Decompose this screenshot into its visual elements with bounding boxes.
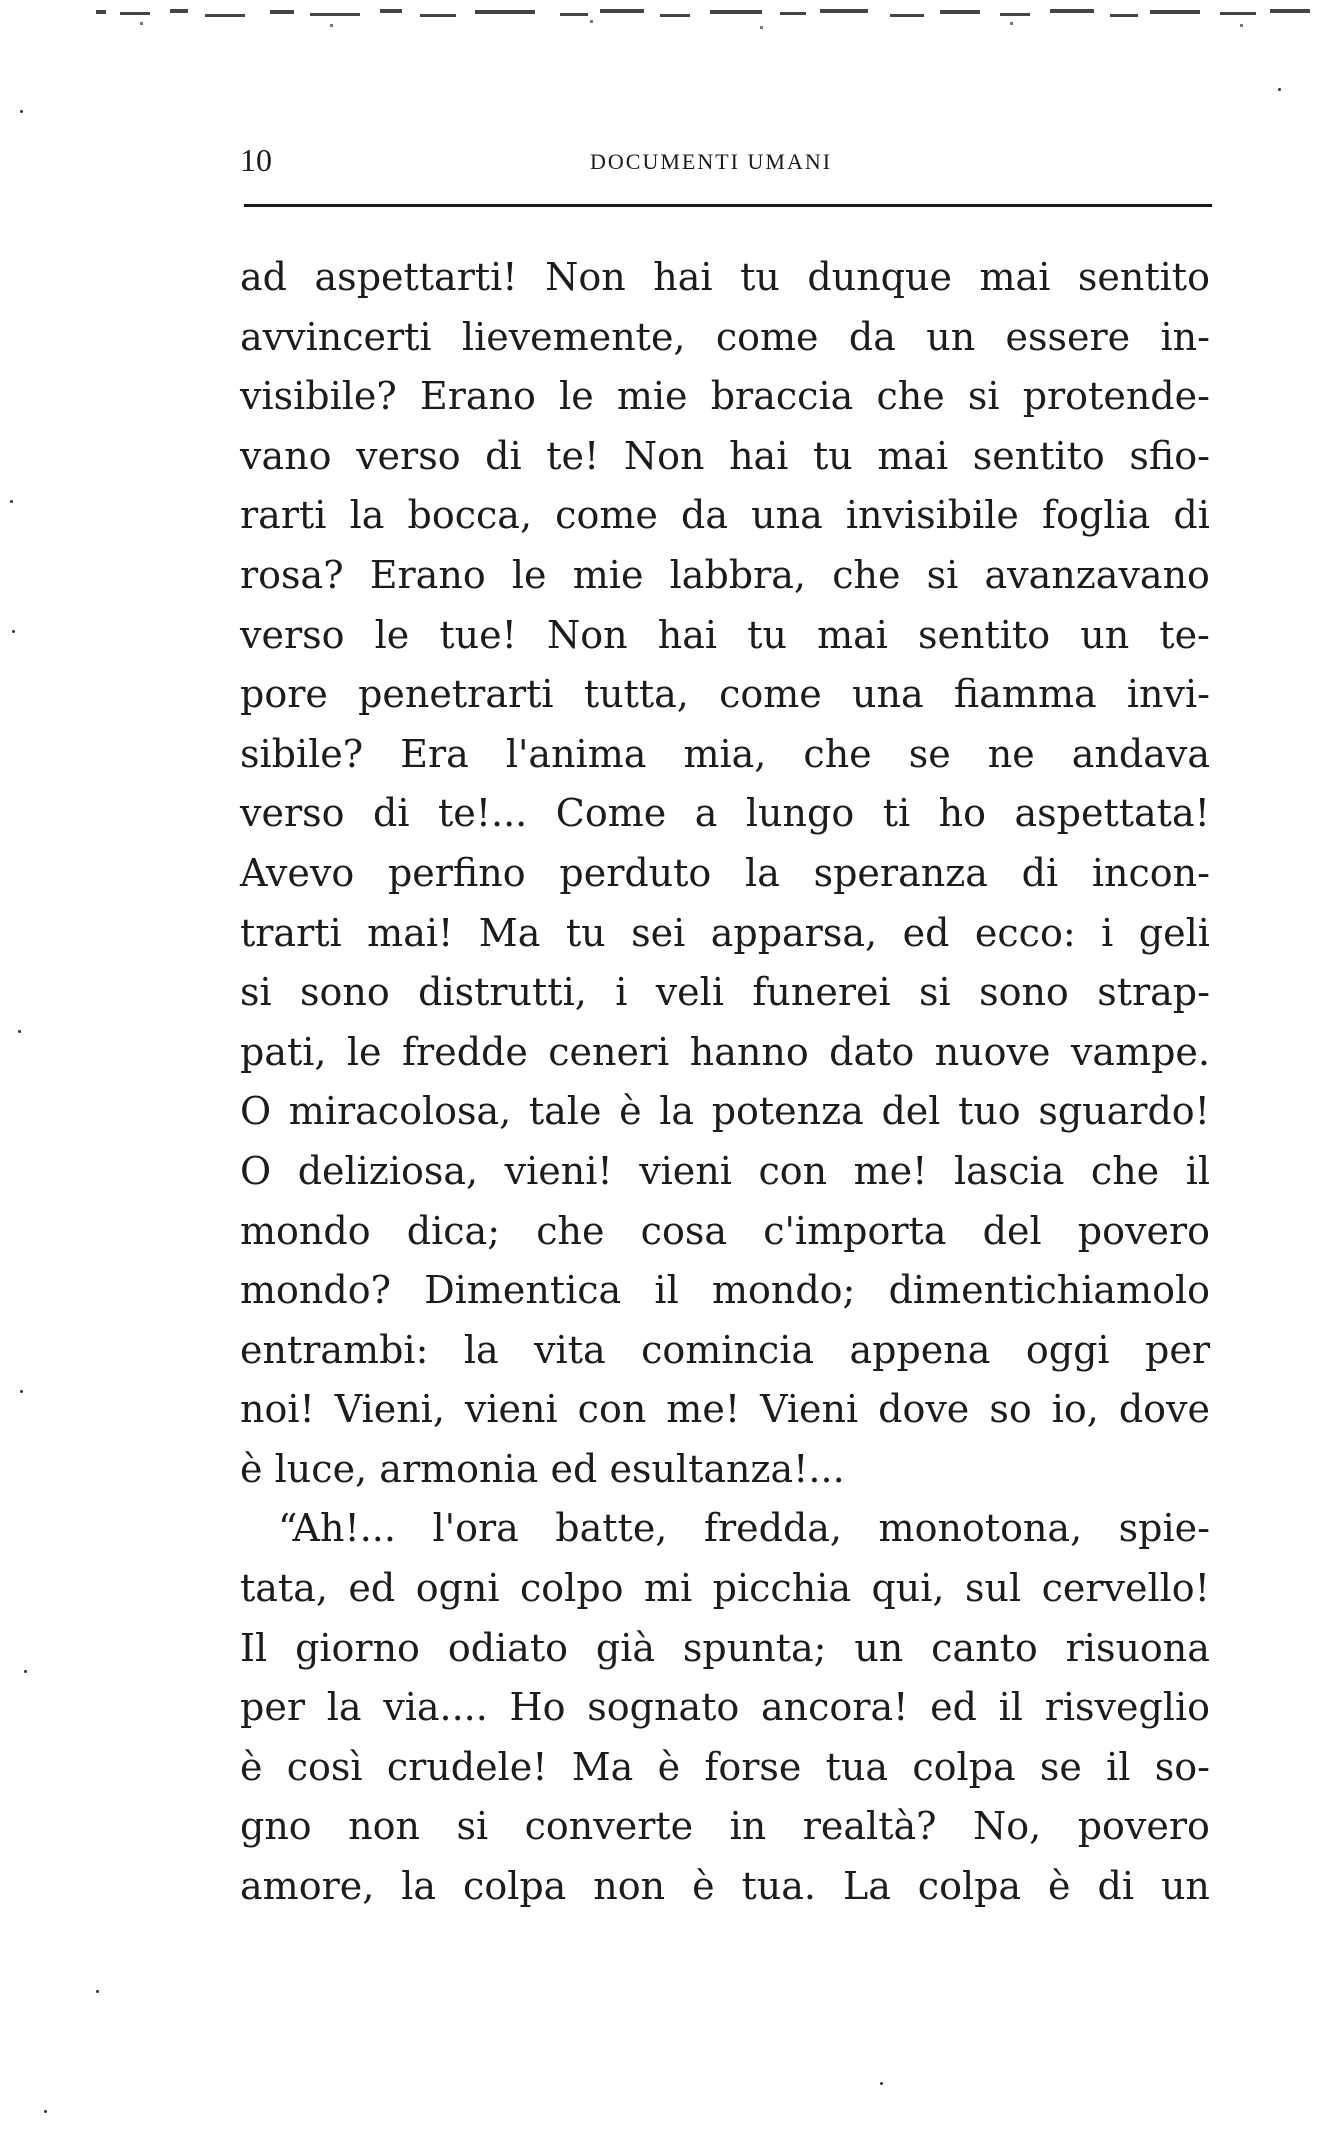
word: tua <box>825 1744 889 1789</box>
word: luce, <box>274 1446 368 1491</box>
scan-speck <box>20 110 23 113</box>
word: hanno <box>689 1029 809 1074</box>
word: si <box>967 374 1000 419</box>
body-text <box>240 248 1210 1917</box>
word: aspettata! <box>1014 791 1210 836</box>
word: Ma <box>571 1744 634 1789</box>
word: ceneri <box>548 1029 670 1074</box>
word: sfio- <box>1129 433 1210 478</box>
word: la <box>463 1327 499 1372</box>
text-line <box>240 1023 1210 1083</box>
word: ed <box>348 1566 396 1611</box>
text-line <box>240 1857 1210 1917</box>
word: tu <box>740 255 780 299</box>
word: rarti <box>240 493 327 538</box>
scan-speck <box>880 2082 883 2085</box>
word: i <box>615 970 628 1015</box>
word: esultanza!... <box>609 1446 845 1491</box>
word: tu <box>565 910 606 955</box>
word: pati, <box>240 1029 327 1074</box>
word: dove <box>1118 1387 1210 1432</box>
word: si <box>926 552 959 597</box>
word: da <box>681 493 728 538</box>
word: il <box>1106 1744 1131 1789</box>
word: hai <box>657 612 718 657</box>
word: è <box>657 1744 681 1789</box>
word: di <box>1097 1864 1134 1909</box>
word: La <box>842 1864 891 1909</box>
word: le <box>346 1029 382 1074</box>
word: c'importa <box>763 1208 947 1253</box>
text-line <box>240 1738 1210 1798</box>
word: risuona <box>1065 1625 1210 1670</box>
text-line <box>240 1202 1210 1262</box>
word: colpo <box>520 1566 624 1611</box>
word: una <box>852 672 924 717</box>
word: mie <box>572 552 644 597</box>
word: lascia <box>953 1148 1065 1193</box>
word: tale <box>528 1089 602 1134</box>
word: un <box>854 1625 904 1670</box>
word: noi! <box>240 1387 315 1432</box>
text-line <box>240 1619 1210 1679</box>
word: Non <box>623 433 705 478</box>
word: io, <box>1051 1387 1099 1432</box>
word: verso <box>240 791 345 836</box>
word: armonia <box>379 1446 539 1491</box>
word: come <box>715 314 819 359</box>
word: vita <box>534 1327 606 1372</box>
word: ed <box>550 1446 598 1491</box>
word: mondo? <box>240 1268 391 1313</box>
word: Vieni, <box>334 1387 445 1432</box>
word: mondo; <box>711 1268 856 1313</box>
word: sentito <box>918 612 1051 657</box>
word: la <box>401 1864 437 1909</box>
word: per <box>240 1685 305 1730</box>
word: non <box>593 1864 666 1909</box>
word: con <box>758 1148 828 1193</box>
word: aspettarti! <box>314 255 518 299</box>
word: una <box>751 493 823 538</box>
word: colpa <box>917 1864 1022 1909</box>
word: sibile? <box>240 731 364 776</box>
word: “Ah!... <box>278 1506 396 1551</box>
word: fredde <box>401 1029 528 1074</box>
text-line <box>240 308 1210 368</box>
word: Erano <box>419 374 536 419</box>
word: le <box>374 612 410 657</box>
word: Era <box>400 731 469 776</box>
word: in- <box>1160 314 1210 359</box>
word: sono <box>979 970 1069 1015</box>
word: entrambi: <box>240 1327 429 1372</box>
text-line <box>240 367 1210 427</box>
word: Non <box>547 612 628 657</box>
word: per <box>1145 1327 1210 1372</box>
text-line <box>240 784 1210 844</box>
word: ecco: <box>974 910 1076 955</box>
word: Vieni <box>760 1387 859 1432</box>
word: del <box>881 1089 941 1134</box>
word: me! <box>666 1387 741 1432</box>
text-line <box>240 1321 1210 1381</box>
word: non <box>348 1804 420 1849</box>
word: sguardo! <box>1038 1089 1210 1134</box>
word: il <box>654 1268 679 1313</box>
running-title: DOCUMENTI UMANI <box>590 149 833 174</box>
word: a <box>694 791 718 836</box>
word: perfino <box>387 850 526 895</box>
word: con <box>577 1387 647 1432</box>
text-line <box>240 606 1210 666</box>
word: tu <box>747 612 787 657</box>
word: trarti <box>240 910 342 955</box>
word: ad <box>240 255 287 299</box>
word: Ho <box>509 1685 566 1730</box>
word: mai <box>877 433 949 478</box>
word: vieni <box>639 1148 732 1193</box>
word: il <box>1185 1148 1210 1193</box>
word: tu <box>812 433 853 478</box>
word: vieni <box>464 1387 558 1432</box>
word: hai <box>653 255 713 299</box>
word: che <box>803 731 872 776</box>
text-line <box>240 1440 1210 1500</box>
word: povero <box>1077 1804 1210 1849</box>
word: che <box>832 552 901 597</box>
word: di <box>373 791 410 836</box>
word: via.... <box>383 1685 488 1730</box>
word: protende- <box>1022 374 1210 419</box>
word: risveglio <box>1044 1685 1210 1730</box>
word: sei <box>631 910 686 955</box>
header-rule <box>244 204 1212 207</box>
word: se <box>1039 1744 1082 1789</box>
word: speranza <box>813 850 988 895</box>
text-line <box>240 665 1210 725</box>
scan-speck <box>12 630 15 633</box>
scan-speck <box>44 2110 47 2113</box>
word: è <box>692 1864 715 1909</box>
word: miracolosa, <box>288 1089 512 1134</box>
text-line <box>240 427 1210 487</box>
word: gno <box>240 1804 312 1849</box>
word: sul <box>964 1566 1022 1611</box>
word: qui, <box>871 1566 945 1611</box>
word: Ma <box>478 910 541 955</box>
word: funerei <box>752 970 891 1015</box>
word: avanzavano <box>984 552 1210 597</box>
word: così <box>286 1744 363 1789</box>
word: che <box>1090 1148 1160 1193</box>
word: foglia <box>1042 493 1151 538</box>
word: sono <box>300 970 390 1015</box>
word: sognato <box>587 1685 740 1730</box>
word: O <box>240 1148 272 1193</box>
word: spie- <box>1118 1506 1210 1551</box>
text-line <box>240 725 1210 785</box>
word: mai! <box>367 910 454 955</box>
scan-speck <box>24 1670 27 1673</box>
word: Non <box>545 255 626 299</box>
word: un <box>1080 612 1130 657</box>
word: si <box>240 970 272 1015</box>
word: spunta; <box>682 1625 827 1670</box>
word: lievemente, <box>461 314 686 359</box>
word: so <box>989 1387 1032 1432</box>
word: giorno <box>295 1625 420 1670</box>
word: dunque <box>807 255 952 299</box>
scan-speck <box>18 1030 21 1033</box>
word: di <box>1021 850 1059 895</box>
text-line <box>240 963 1210 1023</box>
word: labbra, <box>669 552 807 597</box>
word: già <box>595 1625 656 1670</box>
word: picchia <box>712 1566 851 1611</box>
scan-speck <box>1278 88 1281 91</box>
word: penetrarti <box>358 672 554 717</box>
text-line <box>240 1559 1210 1619</box>
scan-speck <box>10 500 13 503</box>
word: sentito <box>1077 255 1210 299</box>
text-line <box>240 844 1210 904</box>
text-line <box>240 1499 1210 1559</box>
scan-speck <box>20 1390 23 1393</box>
text-line <box>240 1678 1210 1738</box>
word: te! <box>546 433 600 478</box>
word: dato <box>829 1029 915 1074</box>
word: l'anima <box>505 731 647 776</box>
word: vieni! <box>504 1148 613 1193</box>
word: deliziosa, <box>297 1148 479 1193</box>
word: Il <box>240 1625 268 1670</box>
word: che <box>536 1208 605 1253</box>
text-line <box>240 904 1210 964</box>
word: il <box>998 1685 1023 1730</box>
word: le <box>559 374 594 419</box>
word: tue! <box>439 612 517 657</box>
word: la <box>745 850 780 895</box>
word: pore <box>240 672 328 717</box>
word: sentito <box>972 433 1105 478</box>
word: potenza <box>711 1089 864 1134</box>
word: tuo <box>958 1089 1021 1134</box>
word: la <box>349 493 385 538</box>
word: Come <box>555 791 667 836</box>
word: odiato <box>447 1625 568 1670</box>
word: te- <box>1159 612 1210 657</box>
word: un <box>926 314 976 359</box>
text-line <box>240 486 1210 546</box>
word: ed <box>930 1685 977 1730</box>
word: Avevo <box>240 850 355 895</box>
text-line <box>240 248 1210 308</box>
page-header <box>240 140 1210 184</box>
word: mai <box>817 612 888 657</box>
word: realtà? <box>802 1804 937 1849</box>
scan-edge-noise <box>0 0 1332 48</box>
word: bocca, <box>407 493 533 538</box>
word: tua. <box>741 1864 816 1909</box>
page-number: 10 <box>240 142 272 178</box>
word: se <box>908 731 951 776</box>
text-line <box>240 1797 1210 1857</box>
word: oggi <box>1025 1327 1110 1372</box>
word: apparsa, <box>710 910 878 955</box>
word: andava <box>1071 731 1210 776</box>
word: colpa <box>912 1744 1016 1789</box>
word: forse <box>704 1744 802 1789</box>
text-line <box>240 1261 1210 1321</box>
word: da <box>848 314 896 359</box>
word: perduto <box>559 850 712 895</box>
word: rosa? <box>240 552 344 597</box>
word: converte <box>524 1804 694 1849</box>
word: la <box>659 1089 695 1134</box>
word: vampe. <box>1070 1029 1210 1074</box>
word: braccia <box>710 374 854 419</box>
word: un <box>1160 1864 1210 1909</box>
word: è <box>240 1446 263 1491</box>
word: dove <box>878 1387 970 1432</box>
word: povero <box>1077 1208 1210 1253</box>
scan-speck <box>96 1990 99 1993</box>
word: distrutti, <box>418 970 587 1015</box>
word: le <box>511 552 547 597</box>
word: come <box>555 493 658 538</box>
word: veli <box>655 970 724 1015</box>
word: come <box>719 672 822 717</box>
word: la <box>326 1685 362 1730</box>
word: fiamma <box>953 672 1097 717</box>
word: No, <box>973 1804 1042 1849</box>
word: monotona, <box>878 1506 1083 1551</box>
word: tutta, <box>583 672 689 717</box>
word: strap- <box>1097 970 1210 1015</box>
word: è <box>619 1089 642 1134</box>
word: crudele! <box>386 1744 548 1789</box>
word: dimentichiamolo <box>888 1268 1210 1313</box>
word: comincia <box>641 1327 815 1372</box>
text-line <box>240 1082 1210 1142</box>
word: l'ora <box>432 1506 519 1551</box>
word: visibile? <box>240 374 397 419</box>
word: batte, <box>555 1506 668 1551</box>
word: cosa <box>640 1208 727 1253</box>
word: incon- <box>1091 850 1210 895</box>
word: ancora! <box>761 1685 909 1730</box>
word: è <box>1048 1864 1071 1909</box>
text-line <box>240 1142 1210 1202</box>
word: O <box>240 1089 272 1134</box>
word: so- <box>1154 1744 1210 1789</box>
word: ti <box>882 791 911 836</box>
word: avvincerti <box>240 314 432 359</box>
word: geli <box>1138 910 1210 955</box>
word: te!... <box>437 791 528 836</box>
word: amore, <box>240 1864 375 1909</box>
word: è <box>240 1744 263 1789</box>
word: i <box>1101 910 1114 955</box>
word: di <box>485 433 522 478</box>
word: si <box>456 1804 489 1849</box>
word: essere <box>1005 314 1131 359</box>
word: mondo <box>240 1208 371 1253</box>
word: vano <box>240 433 332 478</box>
word: mie <box>616 374 688 419</box>
word: mi <box>644 1566 693 1611</box>
word: verso <box>240 612 345 657</box>
word: tata, <box>240 1566 328 1611</box>
word: invi- <box>1126 672 1210 717</box>
word: mai <box>979 255 1051 299</box>
word: cervello! <box>1041 1566 1210 1611</box>
word: nuove <box>934 1029 1051 1074</box>
word: mia, <box>683 731 767 776</box>
word: in <box>729 1804 767 1849</box>
word: che <box>876 374 945 419</box>
word: ho <box>938 791 987 836</box>
word: Dimentica <box>424 1268 622 1313</box>
word: canto <box>931 1625 1038 1670</box>
word: si <box>919 970 951 1015</box>
word: ogni <box>415 1566 500 1611</box>
word: ne <box>987 731 1035 776</box>
word: Erano <box>369 552 486 597</box>
word: me! <box>853 1148 928 1193</box>
word: colpa <box>463 1864 567 1909</box>
word: ed <box>902 910 950 955</box>
word: di <box>1173 493 1210 538</box>
word: appena <box>849 1327 991 1372</box>
word: dica; <box>406 1208 501 1253</box>
word: fredda, <box>703 1506 843 1551</box>
word: del <box>982 1208 1042 1253</box>
word: hai <box>729 433 789 478</box>
text-line <box>240 1380 1210 1440</box>
word: lungo <box>745 791 855 836</box>
text-line <box>240 546 1210 606</box>
word: verso <box>356 433 461 478</box>
word: invisibile <box>845 493 1019 538</box>
